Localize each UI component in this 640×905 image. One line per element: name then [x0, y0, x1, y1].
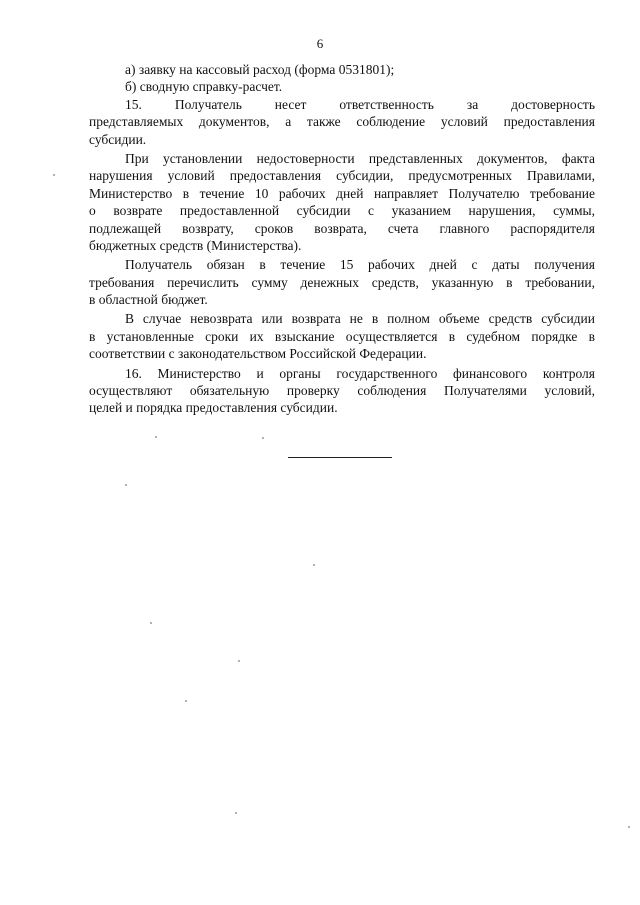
scan-speck: [185, 700, 187, 702]
paragraph-unreliability: [89, 150, 595, 254]
scan-speck: [313, 564, 315, 566]
text-line: представляемых документов, а также соблюдение условий предоставления: [89, 114, 595, 130]
text-line: в установленные сроки их взыскание осуществляется в судебном порядке в: [89, 328, 595, 344]
text-line: целей и порядка предоставления субсидии.: [89, 400, 338, 416]
text-line: в областной бюджет.: [89, 292, 208, 308]
text-line: бюджетных средств (Министерства).: [89, 237, 302, 253]
text-line: Министерство в течение 10 рабочих дней направляет Получателю требование: [89, 185, 595, 201]
page-number: 6: [316, 36, 324, 51]
text-line: требования перечислить сумму денежных средств, указанную в требовании,: [89, 274, 595, 290]
scan-speck: [150, 622, 152, 624]
scan-speck: [155, 436, 157, 438]
text-line: а) заявку на кассовый расход (форма 0531801);: [125, 62, 395, 77]
scan-speck: [238, 660, 240, 662]
paragraph-clause-16: [89, 365, 595, 417]
text-line: В случае невозврата или возврата не в полном объеме средств субсидии: [125, 311, 595, 327]
text-line: Получатель обязан в течение 15 рабочих дней с даты получения: [125, 257, 595, 273]
paragraph-non-return: [89, 310, 595, 362]
scan-speck: [53, 174, 55, 176]
scan-speck: [628, 826, 630, 828]
text-line: соответствии с законодательством Российской Федерации.: [89, 346, 427, 362]
scan-speck: [235, 812, 237, 814]
text-line: б) сводную справку-расчет.: [125, 79, 283, 95]
end-separator-line: [288, 457, 392, 458]
text-line: о возврате предоставленной субсидии с указанием нарушения, суммы,: [89, 203, 595, 219]
scan-speck: [125, 484, 127, 486]
text-line: осуществляют обязательную проверку соблюдения Получателями условий,: [89, 383, 595, 399]
document-body: [89, 61, 595, 417]
text-line: нарушения условий предоставления субсидии, предусмотренных Правилами,: [89, 168, 595, 184]
text-line: 16. Министерство и органы государственного финансового контроля: [125, 365, 595, 381]
paragraph-item-a: [89, 61, 595, 78]
paragraph-item-b: [89, 78, 595, 95]
text-line: 15. Получатель несет ответственность за достоверность: [125, 96, 595, 112]
paragraph-recipient-obligation: [89, 256, 595, 308]
scan-speck: [262, 437, 264, 439]
text-line: При установлении недостоверности представленных документов, факта: [125, 150, 595, 166]
text-line: подлежащей возврату, сроков возврата, счета главного распорядителя: [89, 220, 595, 236]
paragraph-clause-15: [89, 96, 595, 148]
text-line: субсидии.: [89, 131, 147, 147]
